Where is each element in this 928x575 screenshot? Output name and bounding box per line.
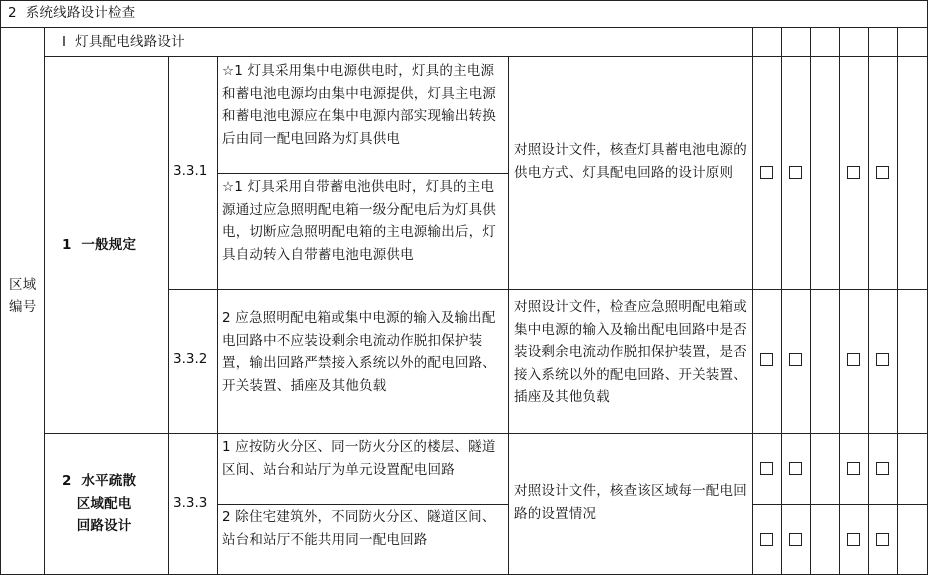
border-top [0, 0, 928, 1]
group-general: 1 一般规定 [62, 237, 137, 253]
area-label: 区域 编号 [9, 277, 37, 315]
checkbox[interactable] [789, 353, 802, 366]
checkbox[interactable] [789, 533, 802, 546]
requirement-text: 2 除住宅建筑外，不同防火分区、隧道区间、站台和站厅不能共用同一配电回路 [222, 509, 496, 548]
clause-333: 3.3.3 [173, 495, 208, 511]
requirement-text: 1 应按防火分区、同一防火分区的楼层、隧道区间、站台和站厅为单元设置配电回路 [222, 439, 496, 478]
rule-header [0, 27, 928, 28]
requirement-text: ☆1 灯具采用自带蓄电池供电时，灯具的主电源通过应急照明配电箱一级分配电后为灯具供电，切断应急照明配电箱的主电源输出后，灯具自动转入自带蓄电池电源供电 [222, 179, 496, 263]
section-title: 2 系统线路设计检查 [8, 5, 136, 21]
checkbox[interactable] [847, 166, 860, 179]
checkbox[interactable] [876, 533, 889, 546]
rule-331-332 [168, 289, 928, 290]
checkbox[interactable] [876, 166, 889, 179]
method-text: 对照设计文件，检查应急照明配电箱或集中电源的输入及输出配电回路中是否装设剩余电流动作脱扣保护装置，是否接入系统以外的配电回路、开关装置、插座及其他负载 [514, 299, 747, 406]
checkbox[interactable] [760, 533, 773, 546]
col-check-4 [868, 27, 869, 575]
col-check-1 [781, 27, 782, 575]
group-horizontal-evac: 2 水平疏散 区域配电 回路设计 [62, 473, 137, 535]
requirement-text: ☆1 灯具采用集中电源供电时，灯具的主电源和蓄电池电源均由集中电源提供，灯具主电源和蓄电池电源应在集中电源内部实现输出转换后由同一配电回路为灯具供电 [222, 63, 496, 147]
rule-r4-r5 [217, 504, 508, 505]
col-method [752, 27, 753, 575]
rule-check-333 [752, 504, 928, 505]
sub-section-title: Ⅰ 灯具配电线路设计 [62, 34, 185, 50]
rule-r1-r2 [217, 173, 508, 174]
method-text: 对照设计文件，核查灯具蓄电池电源的供电方式、灯具配电回路的设计原则 [514, 142, 747, 181]
clause-331: 3.3.1 [173, 163, 208, 179]
col-check-3 [839, 27, 840, 575]
checkbox[interactable] [876, 353, 889, 366]
requirement-text: 2 应急照明配电箱或集中电源的输入及输出配电回路中不应装设剩余电流动作脱扣保护装置，输出回路严禁接入系统以外的配电回路、开关装置、插座及其他负载 [222, 310, 496, 394]
rule-group1-group2 [44, 433, 928, 434]
col-group [168, 56, 169, 575]
checkbox[interactable] [847, 353, 860, 366]
method-text: 对照设计文件，核查该区域每一配电回路的设置情况 [514, 483, 747, 522]
checkbox[interactable] [847, 462, 860, 475]
col-requirement [508, 56, 509, 575]
checkbox[interactable] [760, 462, 773, 475]
col-check-2 [810, 27, 811, 575]
checkbox[interactable] [876, 462, 889, 475]
checkbox[interactable] [789, 462, 802, 475]
checkbox[interactable] [847, 533, 860, 546]
checkbox[interactable] [760, 166, 773, 179]
col-area [44, 27, 45, 575]
rule-subsection [44, 56, 928, 57]
border-left [0, 0, 1, 575]
checkbox[interactable] [789, 166, 802, 179]
checkbox[interactable] [760, 353, 773, 366]
col-check-5 [897, 27, 898, 575]
col-clause [217, 56, 218, 575]
clause-332: 3.3.2 [173, 351, 208, 367]
